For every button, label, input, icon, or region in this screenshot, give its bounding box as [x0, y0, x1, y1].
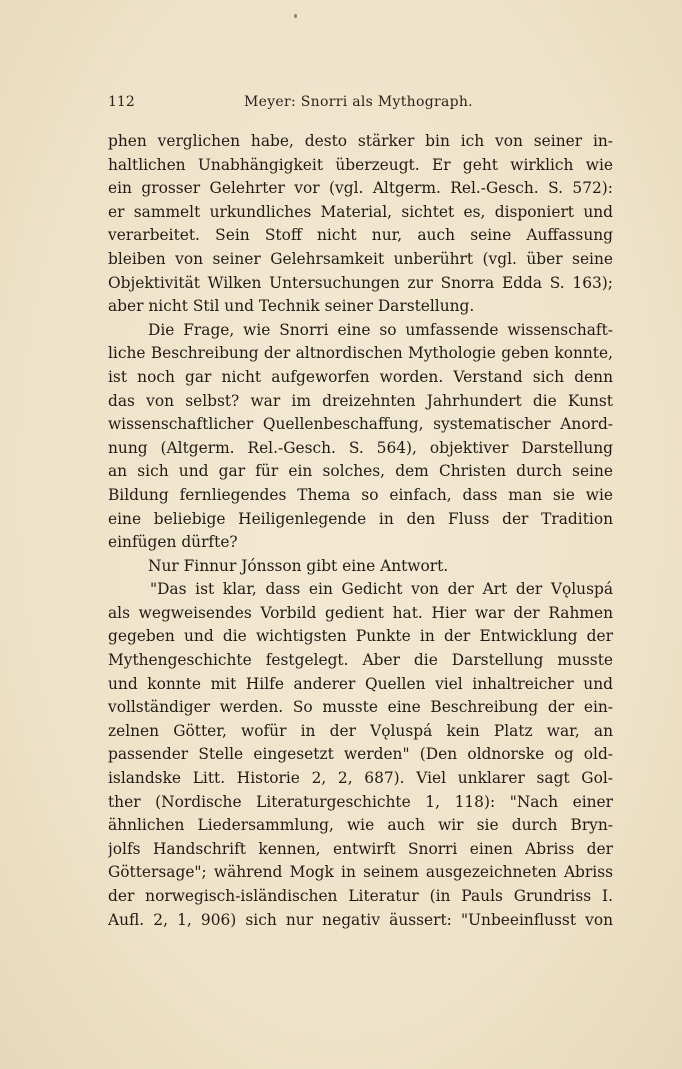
text-line: wissenschaftlicher Quellenbeschaffung, systematischer Anord- [108, 415, 613, 434]
text-line: phen verglichen habe, desto stärker bin ich von seiner in- [108, 132, 613, 150]
text-line: ein grosser Gelehrter vor (vgl. Altgerm. Rel.-Gesch. S. 572): [108, 179, 613, 198]
text-line: vollständiger werden. So musste eine Beschreibung der ein- [108, 698, 613, 717]
text-line: er sammelt urkundliches Material, sichtet es, disponiert und [108, 202, 613, 221]
text-line: islandske Litt. Historie 2, 2, 687). Viel unklarer sagt Gol- [108, 769, 613, 788]
page-header [108, 94, 613, 114]
page-number: 112 [108, 94, 135, 110]
text-line: Aufl. 2, 1, 906) sich nur negativ äussert: "Unbeeinflusst von [108, 910, 613, 929]
text-line: "Das ist klar, dass ein Gedicht von der Art der Vǫluspá [150, 580, 613, 599]
page-speck [294, 14, 297, 18]
text-line: Nur Finnur Jónsson gibt eine Antwort. [148, 556, 449, 575]
running-title: Meyer: Snorri als Mythograph. [244, 94, 473, 110]
text-line: haltlichen Unabhängigkeit überzeugt. Er geht wirklich wie [108, 155, 613, 174]
text-line: verarbeitet. Sein Stoff nicht nur, auch seine Auffassung [108, 226, 613, 245]
text-line: ist noch gar nicht aufgeworfen worden. Verstand sich denn [108, 367, 613, 386]
text-line: zelnen Götter, wofür in der Vǫluspá kein Platz war, an [108, 721, 613, 740]
text-line: Bildung fernliegendes Thema so einfach, dass man sie wie [108, 485, 613, 504]
text-line: als wegweisendes Vorbild gedient hat. Hier war der Rahmen [108, 603, 613, 622]
text-line: Göttersage"; während Mogk in seinem ausgezeichneten Abriss [108, 863, 613, 882]
text-line: das von selbst? war im dreizehnten Jahrhundert die Kunst [108, 391, 613, 410]
text-line: bleiben von seiner Gelehrsamkeit unberührt (vgl. über seine [108, 249, 613, 268]
text-line: und konnte mit Hilfe anderer Quellen viel inhaltreicher und [108, 674, 613, 693]
text-line: liche Beschreibung der altnordischen Mythologie geben konnte, [108, 344, 613, 363]
text-line: ähnlichen Liedersammlung, wie auch wir sie durch Bryn- [108, 816, 613, 835]
text-line: gegeben und die wichtigsten Punkte in der Entwicklung der [108, 627, 613, 646]
text-line: einfügen dürfte? [108, 533, 238, 552]
body-text [108, 130, 613, 932]
text-line: ther (Nordische Literaturgeschichte 1, 118): "Nach einer [108, 792, 613, 811]
text-line: nung (Altgerm. Rel.-Gesch. S. 564), objektiver Darstellung [108, 438, 613, 457]
text-line: Mythengeschichte festgelegt. Aber die Darstellung musste [108, 651, 613, 670]
text-line: der norwegisch-isländischen Literatur (in Pauls Grundriss I. [108, 887, 613, 905]
text-line: jolfs Handschrift kennen, entwirft Snorri einen Abriss der [108, 839, 613, 858]
text-line: an sich und gar für ein solches, dem Christen durch seine [108, 462, 613, 481]
text-line: Objektivität Wilken Untersuchungen zur Snorra Edda S. 163); [108, 273, 613, 292]
text-line: eine beliebige Heiligenlegende in den Fluss der Tradition [108, 509, 613, 528]
text-line: passender Stelle eingesetzt werden" (Den oldnorske og old- [108, 745, 613, 764]
text-line: aber nicht Stil und Technik seiner Darstellung. [108, 297, 475, 316]
text-line: Die Frage, wie Snorri eine so umfassende wissenschaft- [148, 320, 613, 339]
